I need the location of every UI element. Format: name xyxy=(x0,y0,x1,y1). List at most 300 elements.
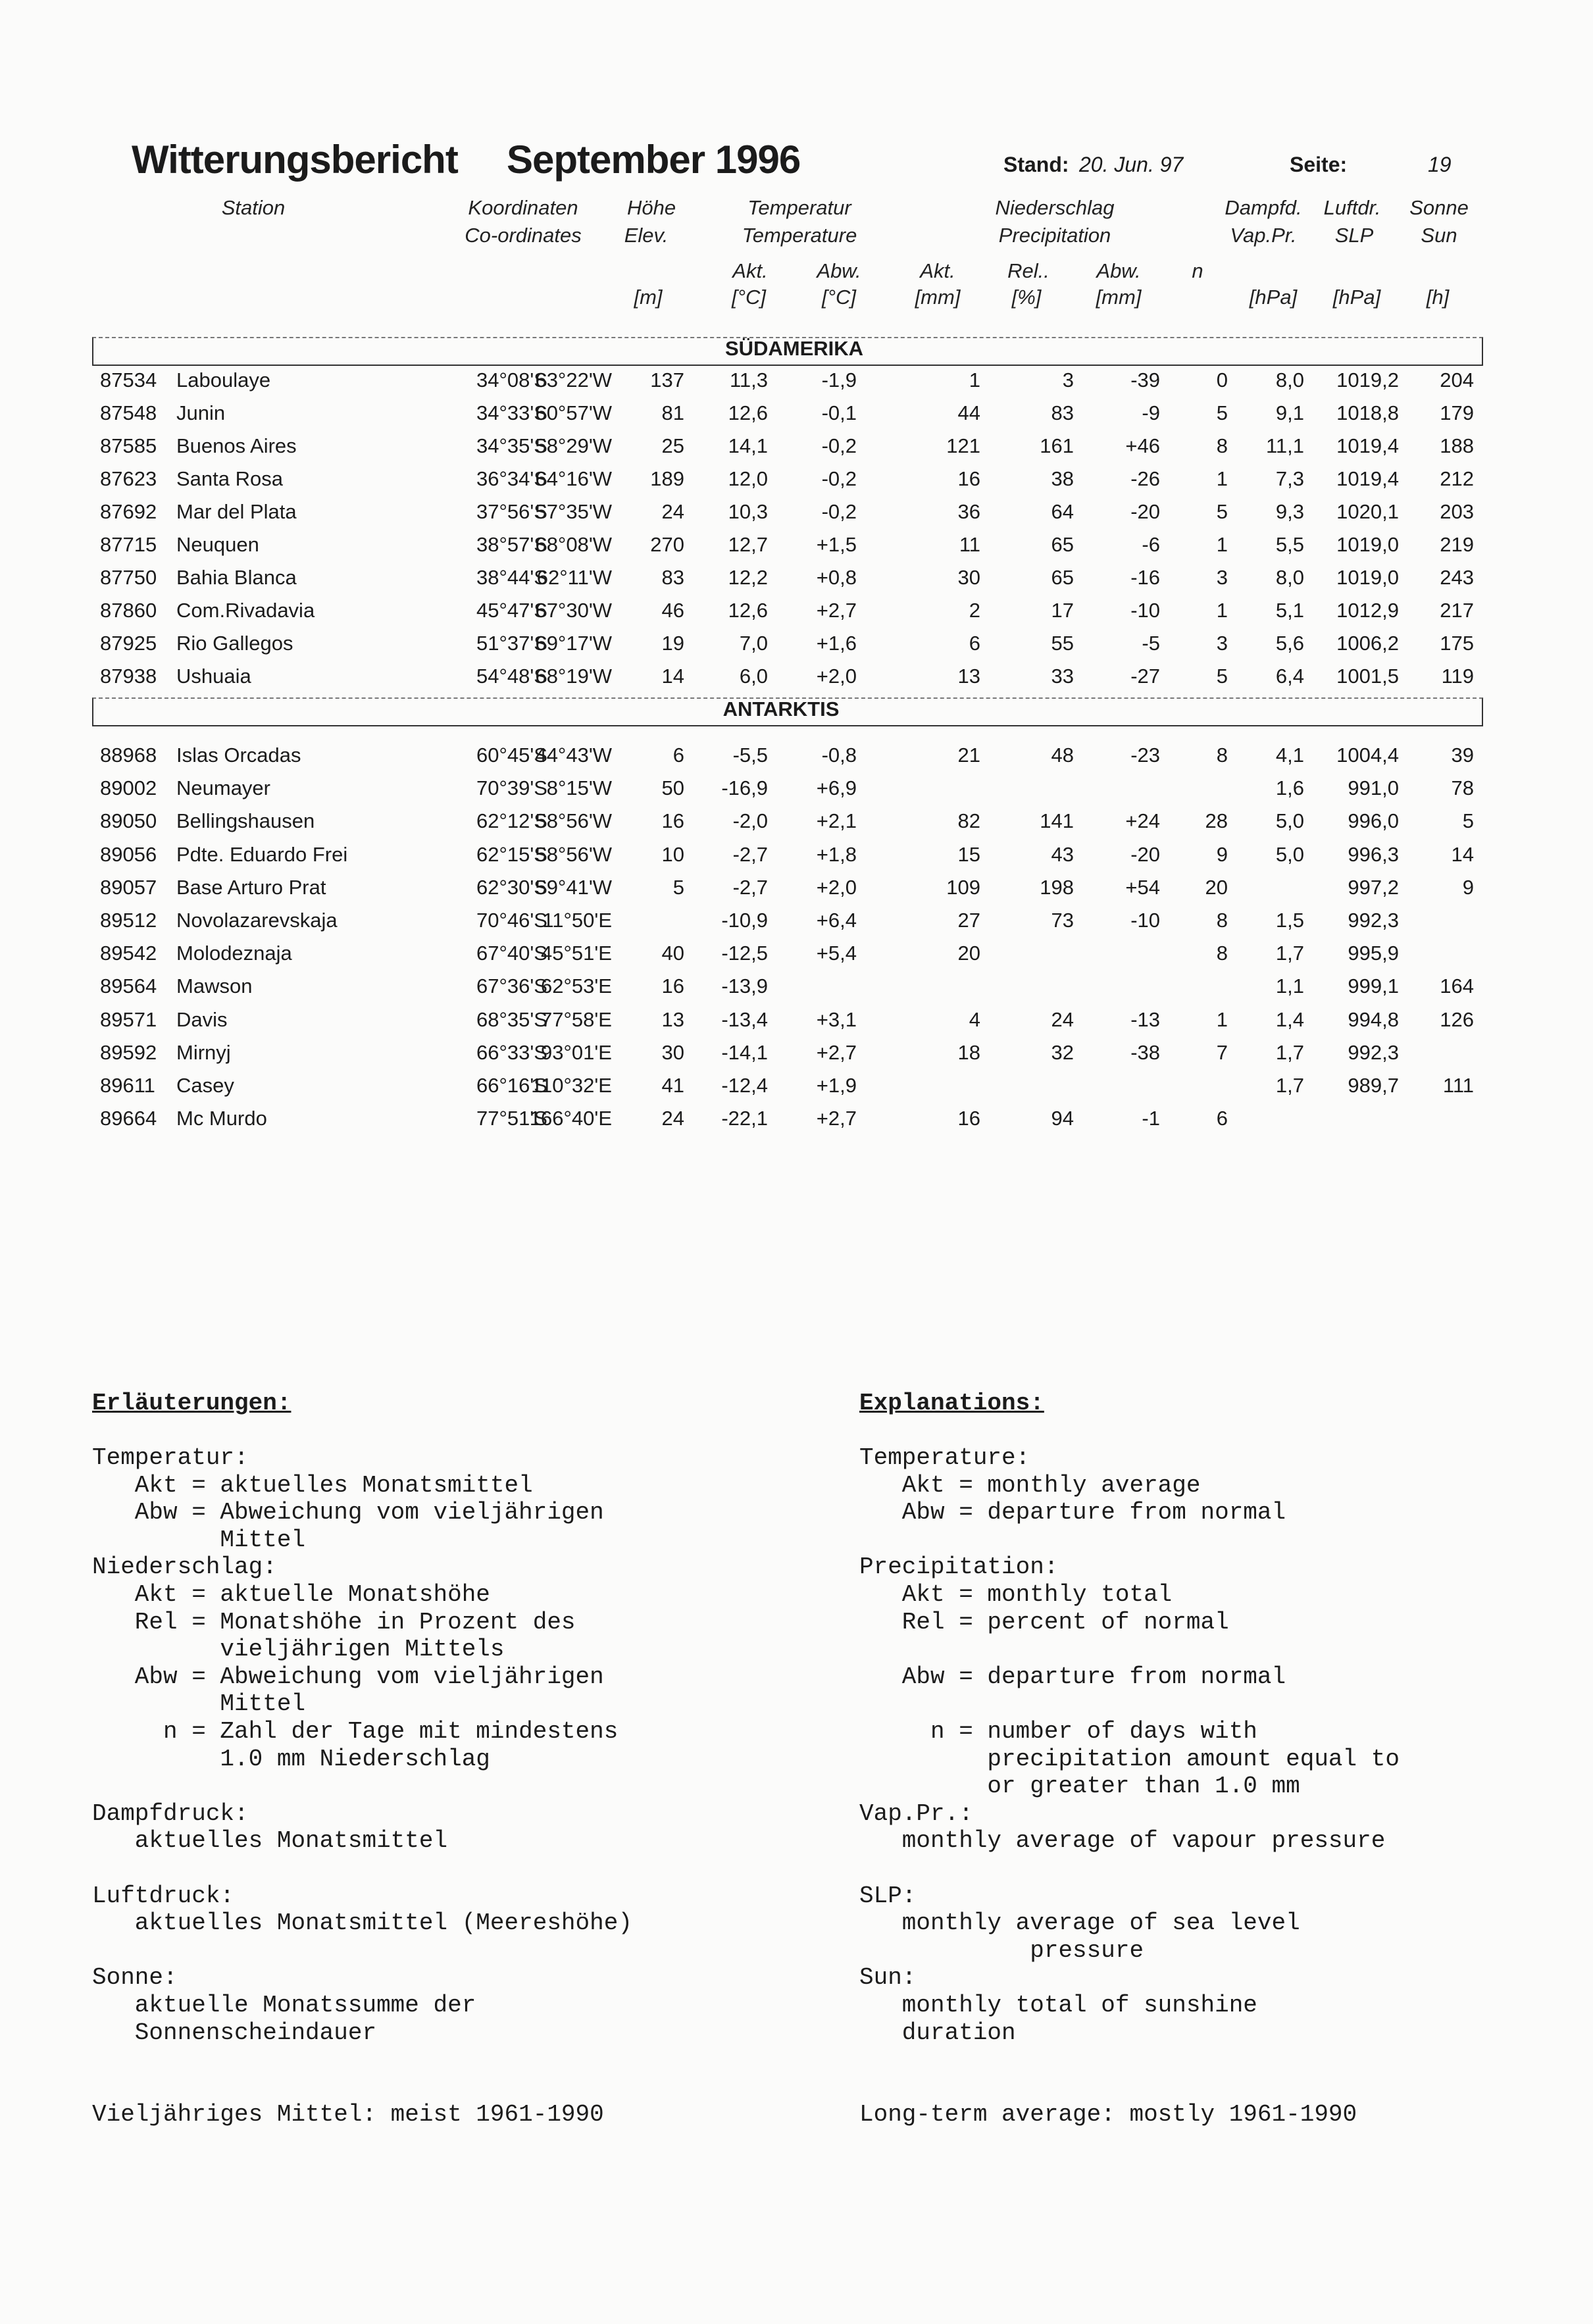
station-name: Ushuaia xyxy=(176,665,251,688)
sunshine-hours: 78 xyxy=(1451,776,1474,800)
temp-abw: +2,7 xyxy=(816,599,857,622)
temp-abw: +2,0 xyxy=(816,875,857,899)
temp-akt: 12,6 xyxy=(728,401,768,424)
sea-level-pressure: 997,2 xyxy=(1348,875,1399,899)
precip-rel: 32 xyxy=(1051,1040,1074,1064)
table-row xyxy=(0,909,1593,942)
precip-abw: -9 xyxy=(1142,401,1160,424)
elevation: 13 xyxy=(661,1007,684,1031)
latitude: 66°16'S xyxy=(476,1074,547,1097)
elevation: 50 xyxy=(661,776,684,800)
latitude: 70°46'S xyxy=(476,909,547,932)
table-row xyxy=(0,632,1593,665)
precip-abw: -10 xyxy=(1130,909,1160,932)
vapour-pressure: 1,1 xyxy=(1275,974,1304,998)
col-sun-en: Sun xyxy=(1421,224,1457,247)
temp-abw: -0,1 xyxy=(821,401,857,424)
precip-rel: 73 xyxy=(1051,909,1074,932)
station-id: 87715 xyxy=(100,533,157,556)
precip-abw: -38 xyxy=(1130,1040,1160,1064)
temp-abw: -0,8 xyxy=(821,744,857,767)
explanation-line: aktuelles Monatsmittel xyxy=(92,1827,448,1855)
precip-rel: 64 xyxy=(1051,500,1074,523)
temp-akt: -10,9 xyxy=(721,909,768,932)
precip-days: 1 xyxy=(1216,467,1228,490)
temp-abw: -0,2 xyxy=(821,467,857,490)
precip-rel: 94 xyxy=(1051,1107,1074,1130)
col-precip-abw-unit: [mm] xyxy=(1096,286,1142,309)
longitude: 58°56'W xyxy=(535,842,612,866)
longitude: 45°51'E xyxy=(541,942,612,965)
temp-akt: -13,4 xyxy=(721,1007,768,1031)
explanation-line: Sun: xyxy=(859,1964,917,1992)
station-id: 89564 xyxy=(100,974,157,998)
precip-days: 28 xyxy=(1205,809,1228,833)
vapour-pressure: 5,0 xyxy=(1275,842,1304,866)
station-name: Islas Orcadas xyxy=(176,744,301,767)
precip-akt: 21 xyxy=(957,744,980,767)
station-name: Junin xyxy=(176,401,226,424)
precip-days: 6 xyxy=(1216,1107,1228,1130)
latitude: 77°51'S xyxy=(476,1107,547,1130)
latitude: 60°45'S xyxy=(476,744,547,767)
stand-label: Stand: xyxy=(1003,153,1069,176)
station-id: 87938 xyxy=(100,665,157,688)
table-row xyxy=(0,467,1593,500)
vapour-pressure: 5,0 xyxy=(1275,809,1304,833)
precip-rel: 17 xyxy=(1051,599,1074,622)
sea-level-pressure: 1019,0 xyxy=(1336,533,1399,556)
col-temp-akt: Akt. xyxy=(732,259,768,282)
precip-akt: 121 xyxy=(946,434,980,457)
station-name: Buenos Aires xyxy=(176,434,297,457)
explanation-line: or greater than 1.0 mm xyxy=(859,1773,1300,1800)
table-row xyxy=(0,401,1593,434)
col-temperature-de: Temperatur xyxy=(747,196,851,219)
explanation-line: Akt = monthly total xyxy=(859,1581,1173,1608)
longitude: 11°50'E xyxy=(542,909,612,932)
table-row xyxy=(0,974,1593,1007)
latitude: 36°34'S xyxy=(476,467,547,490)
station-name: Bellingshausen xyxy=(176,809,315,833)
temp-abw: +2,0 xyxy=(816,665,857,688)
temp-akt: -2,0 xyxy=(732,809,768,833)
vapour-pressure: 5,1 xyxy=(1275,599,1304,622)
col-precip-n: n xyxy=(1192,259,1203,282)
longitude: 44°43'W xyxy=(535,744,612,767)
latitude: 67°40'S xyxy=(476,942,547,965)
temp-akt: 10,3 xyxy=(728,500,768,523)
precip-days: 1 xyxy=(1216,599,1228,622)
temp-abw: -0,2 xyxy=(821,434,857,457)
precip-rel: 43 xyxy=(1051,842,1074,866)
sea-level-pressure: 992,3 xyxy=(1348,1040,1399,1064)
col-station: Station xyxy=(221,196,286,219)
precip-abw: -16 xyxy=(1130,566,1160,589)
station-id: 89611 xyxy=(100,1074,155,1097)
temp-akt: -13,9 xyxy=(721,974,768,998)
elevation: 41 xyxy=(661,1074,684,1097)
precip-rel: 38 xyxy=(1051,467,1074,490)
table-row xyxy=(0,1107,1593,1140)
vapour-pressure: 1,6 xyxy=(1275,776,1304,800)
station-name: Mawson xyxy=(176,974,253,998)
precip-abw: +46 xyxy=(1125,434,1160,457)
latitude: 62°30'S xyxy=(476,875,547,899)
longitude: 68°19'W xyxy=(535,665,612,688)
elevation: 40 xyxy=(661,942,684,965)
col-temp-akt-unit: [°C] xyxy=(731,286,767,309)
longitude: 93°01'E xyxy=(541,1040,612,1064)
temp-abw: +1,6 xyxy=(816,632,857,655)
col-temp-abw-unit: [°C] xyxy=(821,286,857,309)
col-coordinates-de: Koordinaten xyxy=(468,196,578,219)
latitude: 54°48'S xyxy=(476,665,547,688)
table-row xyxy=(0,1041,1593,1074)
precip-rel: 141 xyxy=(1040,809,1074,833)
precip-days: 8 xyxy=(1216,744,1228,767)
explanation-line: Mittel xyxy=(92,1690,306,1718)
elevation: 24 xyxy=(661,1107,684,1130)
station-id: 88968 xyxy=(100,744,157,767)
col-precip-akt-unit: [mm] xyxy=(915,286,961,309)
table-row xyxy=(0,744,1593,776)
explanation-line: Abw = departure from normal xyxy=(859,1663,1286,1690)
precip-days: 8 xyxy=(1216,942,1228,965)
station-name: Casey xyxy=(176,1074,234,1097)
sea-level-pressure: 1020,1 xyxy=(1336,500,1399,523)
sunshine-hours: 39 xyxy=(1451,744,1474,767)
vapour-pressure: 1,7 xyxy=(1275,1074,1304,1097)
precip-akt: 27 xyxy=(957,909,980,932)
explanation-line: Abw = Abweichung vom vieljährigen xyxy=(92,1663,604,1690)
latitude: 38°57'S xyxy=(476,533,547,556)
temp-akt: 7,0 xyxy=(739,632,768,655)
precip-abw: -23 xyxy=(1130,744,1160,767)
vapour-pressure: 9,3 xyxy=(1275,500,1304,523)
stand-date: 20. Jun. 97 xyxy=(1079,153,1184,176)
precip-days: 20 xyxy=(1205,875,1228,899)
sunshine-hours: 119 xyxy=(1441,665,1474,688)
longitude: 58°56'W xyxy=(535,809,612,833)
sunshine-hours: 9 xyxy=(1462,875,1474,899)
vapour-pressure: 1,4 xyxy=(1275,1007,1304,1031)
temp-akt: 12,6 xyxy=(728,599,768,622)
precip-akt: 16 xyxy=(957,1107,980,1130)
explanations-en-heading: Explanations: xyxy=(859,1390,1044,1417)
latitude: 34°08'S xyxy=(476,368,547,392)
explanation-line: Sonne: xyxy=(92,1964,178,1992)
precip-rel: 161 xyxy=(1040,434,1074,457)
station-id: 89542 xyxy=(100,942,157,965)
sunshine-hours: 203 xyxy=(1440,500,1474,523)
table-row xyxy=(0,368,1593,401)
table-row xyxy=(0,500,1593,533)
table-row xyxy=(0,533,1593,566)
elevation: 10 xyxy=(661,842,684,866)
elevation: 25 xyxy=(661,434,684,457)
precip-akt: 6 xyxy=(969,632,980,655)
vapour-pressure: 11,1 xyxy=(1265,434,1304,457)
explanations-de-heading: Erläuterungen: xyxy=(92,1390,291,1417)
latitude: 37°56'S xyxy=(476,500,547,523)
precip-akt: 15 xyxy=(957,842,980,866)
elevation: 19 xyxy=(661,632,684,655)
table-row xyxy=(0,1008,1593,1041)
temp-akt: -22,1 xyxy=(721,1107,768,1130)
precip-akt: 1 xyxy=(969,368,980,392)
vapour-pressure: 1,5 xyxy=(1275,909,1304,932)
latitude: 66°33'S xyxy=(476,1040,547,1064)
explanation-line: aktuelle Monatssumme der xyxy=(92,1992,476,2019)
temp-akt: -2,7 xyxy=(732,842,768,866)
explanation-line: Temperatur: xyxy=(92,1444,249,1471)
latitude: 68°35'S xyxy=(476,1007,547,1031)
sunshine-hours: 14 xyxy=(1451,842,1474,866)
col-sun-de: Sonne xyxy=(1409,196,1469,219)
precip-days: 5 xyxy=(1216,500,1228,523)
sunshine-hours: 188 xyxy=(1440,434,1474,457)
station-id: 87750 xyxy=(100,566,157,589)
table-row xyxy=(0,665,1593,697)
station-id: 87585 xyxy=(100,434,157,457)
col-temp-abw: Abw. xyxy=(817,259,861,282)
elevation: 14 xyxy=(661,665,684,688)
precip-days: 7 xyxy=(1216,1040,1228,1064)
sea-level-pressure: 995,9 xyxy=(1348,942,1399,965)
sunshine-hours: 5 xyxy=(1462,809,1474,833)
latitude: 62°12'S xyxy=(476,809,547,833)
precip-rel: 65 xyxy=(1051,566,1074,589)
longitude: 57°35'W xyxy=(535,500,612,523)
temp-abw: +6,9 xyxy=(816,776,857,800)
longitude: 60°57'W xyxy=(535,401,612,424)
latitude: 62°15'S xyxy=(476,842,547,866)
precip-days: 1 xyxy=(1216,1007,1228,1031)
longitude: 62°53'E xyxy=(541,974,612,998)
temp-akt: -2,7 xyxy=(732,875,768,899)
sea-level-pressure: 999,1 xyxy=(1348,974,1399,998)
longitude: 67°30'W xyxy=(535,599,612,622)
elevation: 83 xyxy=(661,566,684,589)
sea-level-pressure: 992,3 xyxy=(1348,909,1399,932)
explanation-line: Sonnenscheindauer xyxy=(92,2019,377,2046)
longitude: 110°32'E xyxy=(531,1074,612,1097)
sea-level-pressure: 1012,9 xyxy=(1336,599,1399,622)
explanation-line: Rel = Monatshöhe in Prozent des xyxy=(92,1608,576,1636)
sunshine-hours: 217 xyxy=(1440,599,1474,622)
precip-rel: 24 xyxy=(1051,1007,1074,1031)
temp-abw: +2,7 xyxy=(816,1107,857,1130)
sunshine-hours: 111 xyxy=(1442,1074,1474,1097)
sea-level-pressure: 996,0 xyxy=(1348,809,1399,833)
col-precip-de: Niederschlag xyxy=(995,196,1115,219)
precip-abw: -6 xyxy=(1142,533,1160,556)
sea-level-pressure: 989,7 xyxy=(1348,1074,1399,1097)
station-name: Laboulaye xyxy=(176,368,271,392)
explanation-line: Vap.Pr.: xyxy=(859,1800,973,1827)
table-row xyxy=(0,566,1593,599)
precip-akt: 44 xyxy=(957,401,980,424)
precip-abw: -13 xyxy=(1130,1007,1160,1031)
precip-rel: 33 xyxy=(1051,665,1074,688)
sunshine-hours: 164 xyxy=(1440,974,1474,998)
elevation: 6 xyxy=(672,744,684,767)
explanation-line: Dampfdruck: xyxy=(92,1800,249,1827)
temp-akt: 12,0 xyxy=(728,467,768,490)
col-coordinates-en: Co-ordinates xyxy=(465,224,582,247)
longitude: 8°15'W xyxy=(546,776,612,800)
temp-akt: -12,5 xyxy=(721,942,768,965)
sea-level-pressure: 1019,4 xyxy=(1336,467,1399,490)
latitude: 34°35'S xyxy=(476,434,547,457)
longitude: 63°22'W xyxy=(535,368,612,392)
station-name: Davis xyxy=(176,1007,228,1031)
station-name: Santa Rosa xyxy=(176,467,283,490)
station-id: 87925 xyxy=(100,632,157,655)
col-precip-abw: Abw. xyxy=(1096,259,1141,282)
sea-level-pressure: 991,0 xyxy=(1348,776,1399,800)
col-sun-unit: [h] xyxy=(1426,286,1450,309)
precip-akt: 18 xyxy=(957,1040,980,1064)
col-precip-akt: Akt. xyxy=(920,259,955,282)
precip-akt: 82 xyxy=(957,809,980,833)
vapour-pressure: 5,6 xyxy=(1275,632,1304,655)
temp-akt: -5,5 xyxy=(732,744,768,767)
precip-akt: 4 xyxy=(969,1007,980,1031)
temp-akt: 14,1 xyxy=(728,434,768,457)
sunshine-hours: 204 xyxy=(1440,368,1474,392)
precip-rel: 65 xyxy=(1051,533,1074,556)
col-precip-rel-unit: [%] xyxy=(1011,286,1042,309)
col-elevation-de: Höhe xyxy=(626,196,676,219)
explanation-line: Niederschlag: xyxy=(92,1554,277,1581)
precip-days: 9 xyxy=(1216,842,1228,866)
latitude: 51°37'S xyxy=(476,632,547,655)
vapour-pressure: 6,4 xyxy=(1275,665,1304,688)
temp-akt: -14,1 xyxy=(721,1040,768,1064)
explanation-line: Rel = percent of normal xyxy=(859,1608,1229,1636)
region-label-suedamerika: SÜDAMERIKA xyxy=(724,337,864,360)
explanation-line: Precipitation: xyxy=(859,1554,1059,1581)
explanation-line: SLP: xyxy=(859,1882,917,1909)
precip-akt: 13 xyxy=(957,665,980,688)
latitude: 34°33'S xyxy=(476,401,547,424)
page-number: 19 xyxy=(1428,153,1452,176)
precip-rel: 48 xyxy=(1051,744,1074,767)
explanation-line: monthly average of vapour pressure xyxy=(859,1827,1386,1855)
elevation: 81 xyxy=(661,401,684,424)
explanation-line: Long-term average: mostly 1961-1990 xyxy=(859,2101,1357,2129)
table-row xyxy=(0,942,1593,974)
sea-level-pressure: 1006,2 xyxy=(1336,632,1399,655)
precip-abw: +54 xyxy=(1125,875,1160,899)
explanation-line: Temperature: xyxy=(859,1444,1030,1471)
longitude: 64°16'W xyxy=(535,467,612,490)
station-id: 89512 xyxy=(100,909,157,932)
col-precip-en: Precipitation xyxy=(998,224,1111,247)
precip-akt: 36 xyxy=(957,500,980,523)
precip-abw: -27 xyxy=(1130,665,1160,688)
longitude: 166°40'E xyxy=(529,1107,612,1130)
elevation: 46 xyxy=(661,599,684,622)
precip-rel: 3 xyxy=(1062,368,1074,392)
precip-days: 1 xyxy=(1216,533,1228,556)
elevation: 137 xyxy=(650,368,684,392)
explanation-line: Akt = aktuelle Monatshöhe xyxy=(92,1581,490,1608)
latitude: 38°44'S xyxy=(476,566,547,589)
precip-akt: 16 xyxy=(957,467,980,490)
station-name: Mirnyj xyxy=(176,1040,231,1064)
latitude: 45°47'S xyxy=(476,599,547,622)
precip-rel: 83 xyxy=(1051,401,1074,424)
sunshine-hours: 175 xyxy=(1440,632,1474,655)
temp-abw: +2,7 xyxy=(816,1040,857,1064)
sunshine-hours: 219 xyxy=(1440,533,1474,556)
vapour-pressure: 7,3 xyxy=(1275,467,1304,490)
station-name: Bahia Blanca xyxy=(176,566,297,589)
temp-akt: 6,0 xyxy=(739,665,768,688)
table-row xyxy=(0,876,1593,909)
temp-akt: -16,9 xyxy=(721,776,768,800)
temp-akt: -12,4 xyxy=(721,1074,768,1097)
temp-abw: +3,1 xyxy=(816,1007,857,1031)
temp-abw: +2,1 xyxy=(816,809,857,833)
station-name: Mar del Plata xyxy=(176,500,297,523)
col-vapour-de: Dampfd. xyxy=(1225,196,1302,219)
col-elevation-en: Elev. xyxy=(624,224,669,247)
station-name: Com.Rivadavia xyxy=(176,599,315,622)
col-slp-unit: [hPa] xyxy=(1332,286,1381,309)
temp-akt: 11,3 xyxy=(729,368,768,392)
report-month: September 1996 xyxy=(507,138,801,182)
table-row xyxy=(0,1074,1593,1107)
latitude: 67°36'S xyxy=(476,974,547,998)
precip-abw: -39 xyxy=(1130,368,1160,392)
precip-abw: -10 xyxy=(1130,599,1160,622)
vapour-pressure: 8,0 xyxy=(1275,368,1304,392)
explanation-line: Mittel xyxy=(92,1526,306,1554)
station-name: Neumayer xyxy=(176,776,270,800)
elevation: 5 xyxy=(672,875,684,899)
explanation-line: pressure xyxy=(859,1936,1144,1964)
precip-akt: 30 xyxy=(957,566,980,589)
elevation: 16 xyxy=(661,809,684,833)
station-name: Rio Gallegos xyxy=(176,632,293,655)
table-row xyxy=(0,599,1593,632)
station-id: 87860 xyxy=(100,599,157,622)
explanation-line: 1.0 mm Niederschlag xyxy=(92,1745,490,1773)
station-name: Molodeznaja xyxy=(176,942,292,965)
station-name: Base Arturo Prat xyxy=(176,875,326,899)
precip-rel: 198 xyxy=(1040,875,1074,899)
col-slp-en: SLP xyxy=(1334,224,1374,247)
explanation-line: Abw = departure from normal xyxy=(859,1499,1286,1527)
temp-abw: -1,9 xyxy=(821,368,857,392)
explanation-line: n = number of days with xyxy=(859,1718,1257,1745)
precip-abw: -1 xyxy=(1142,1107,1160,1130)
region-label-antarktis: ANTARKTIS xyxy=(722,697,840,720)
station-id: 89050 xyxy=(100,809,157,833)
explanation-line: duration xyxy=(859,2019,1016,2046)
sea-level-pressure: 1019,0 xyxy=(1336,566,1399,589)
longitude: 62°11'W xyxy=(536,566,612,589)
precip-days: 5 xyxy=(1216,401,1228,424)
elevation: 30 xyxy=(661,1040,684,1064)
latitude: 70°39'S xyxy=(476,776,547,800)
sunshine-hours: 179 xyxy=(1440,401,1474,424)
station-id: 89664 xyxy=(100,1107,157,1130)
